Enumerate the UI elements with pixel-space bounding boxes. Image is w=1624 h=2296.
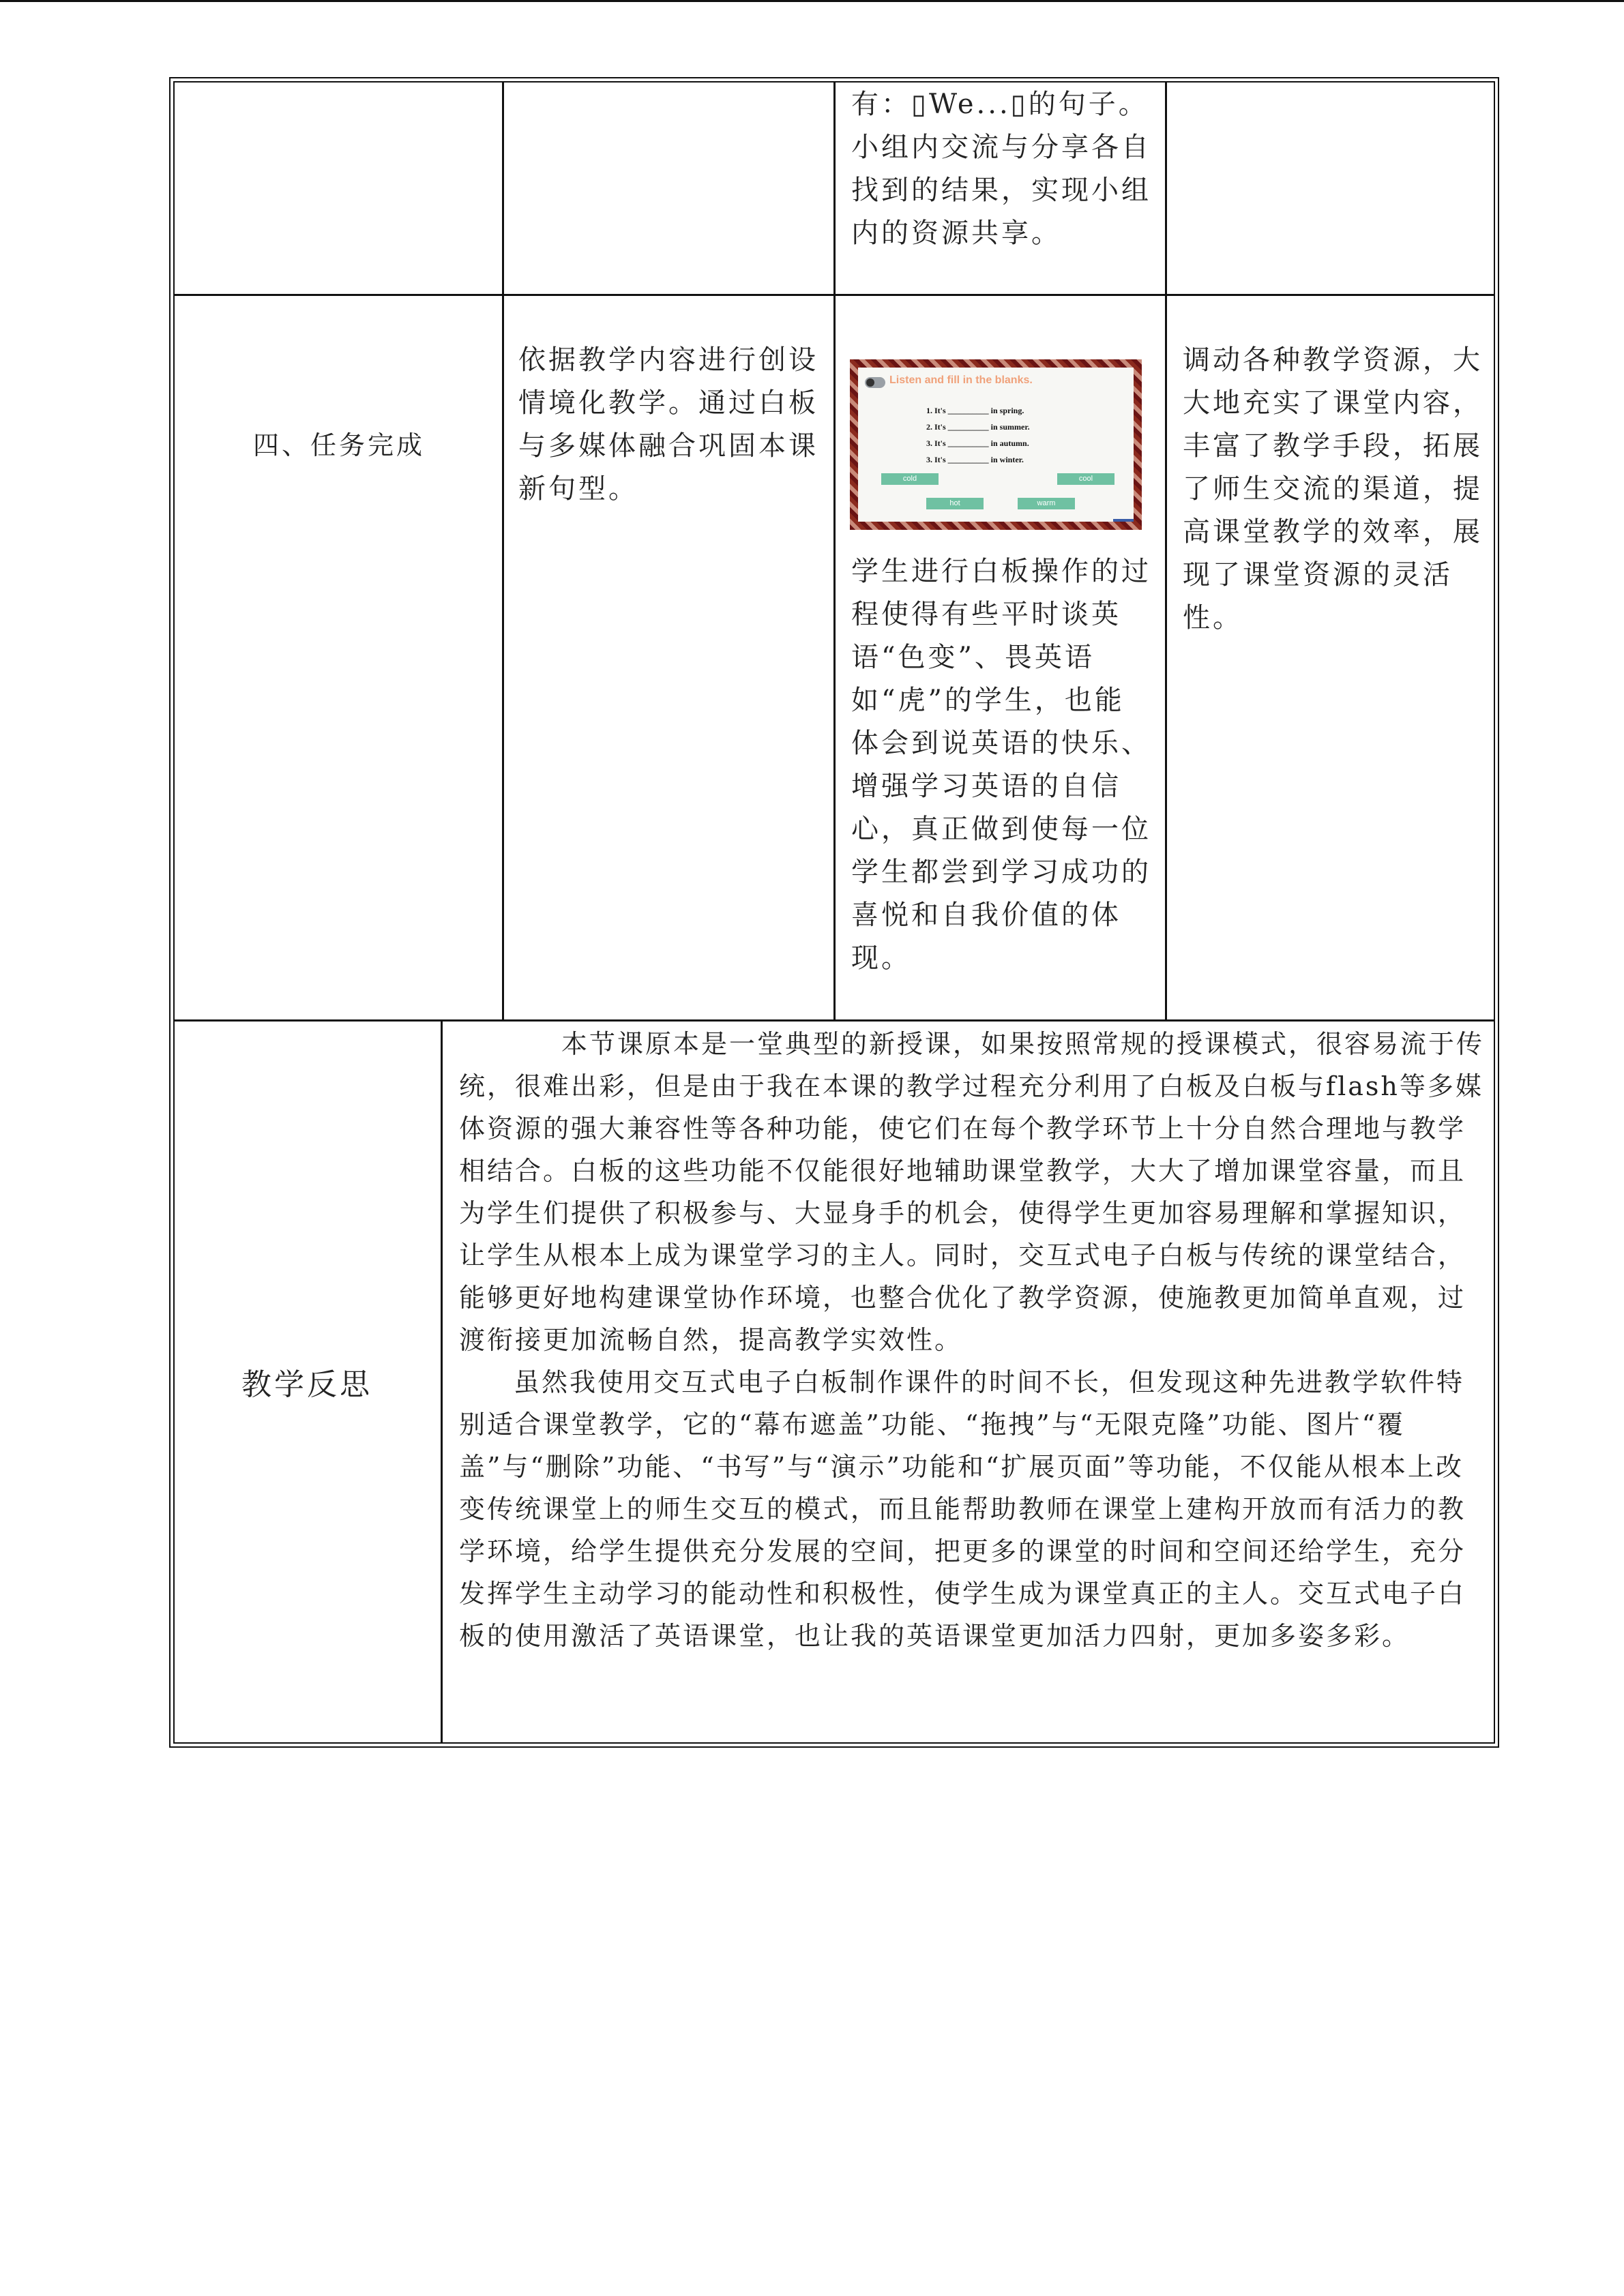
- whiteboard-line: 1. It's __________ in spring.: [926, 406, 1024, 415]
- whiteboard-line: 2. It's __________ in summer.: [926, 422, 1030, 432]
- column-divider: [441, 1019, 443, 1744]
- stage-label: 四、任务完成: [252, 430, 425, 460]
- column-divider: [502, 81, 504, 1019]
- column-divider: [1165, 81, 1167, 1019]
- word-button-cool: cool: [1057, 473, 1114, 485]
- whiteboard-line: 3. It's __________ in winter.: [926, 455, 1024, 464]
- design-intent-cell: 调动各种教学资源，大大地充实了课堂内容， 丰富了教学手段，拓展了师生交流的渠道，提高课堂教学的效率，展现了课堂资源的灵活性。: [1183, 344, 1499, 633]
- toggle-icon: [865, 377, 885, 388]
- teacher-activity-cell: 依据教学内容进行创设情境化教学。通过白板与多媒体融合巩固本课新句型。: [518, 344, 818, 505]
- word-button-warm: warm: [1018, 498, 1075, 509]
- column-divider: [833, 81, 836, 1019]
- whiteboard-title: Listen and fill in the blanks.: [889, 374, 1033, 386]
- whiteboard-line: 3. It's __________ in autumn.: [926, 438, 1029, 448]
- reflection-label: 教学反思: [241, 1367, 372, 1402]
- whiteboard-corner-bar: [1113, 519, 1134, 522]
- whiteboard-screenshot: [850, 359, 1142, 530]
- row-divider: [173, 1019, 1495, 1022]
- reflection-paragraph-1: 本节课原本是一堂典型的新授课，如果按照常规的授课模式，很容易流于传统，很难出彩，但是由于我在本课的教学过程充分利用了白板及白板与flash等多媒体资源的强大兼容性等各种功能，使它们在每个教学环节上十分自然合理地与教学相结合。白板的这些功能不仅能很好地辅助课堂教学，大大了增加课堂容量，而且为学生们提供了积极参与、大显身手的机会，使得学生更加容易理解和掌握知识，让学生从根本上成为课堂学习的主人。同时，交互式电子白板与传统的课堂结合，能够更好地构建课堂协作环境，也整合优化了教学资源，使施教更加简单直观，过渡衔接更加流畅自然，提高教学实效性。: [459, 1029, 1485, 1355]
- student-activity-cell: 学生进行白板操作的过程使得有些平时谈英语“色变”、畏英语如“虎”的学生，也能体会到说英语的快乐、增强学习英语的自信心，真正做到使每一位学生都尝到学习成功的喜悦和自我价值的体现。: [851, 556, 1151, 974]
- page-top-rule: [0, 0, 1624, 2]
- row1-activity-cell: 有：▯We...▯的句子。小组内交流与分享各自找到的结果，实现小组内的资源共享。: [851, 89, 1151, 249]
- reflection-paragraph-2: 虽然我使用交互式电子白板制作课件的时间不长，但发现这种先进教学软件特别适合课堂教学，它的“幕布遮盖”功能、“拖拽”与“无限克隆”功能、图片“覆盖”与“删除”功能、“书写”与“演示”功能和“扩展页面”等功能，不仅能从根本上改变传统课堂上的师生交互的模式，而且能帮助教师在课堂上建构开放而有活力的教学环境，给学生提供充分发展的空间，把更多的课堂的时间和空间还给学生，充分发挥学生主动学习的能动性和积极性，使学生成为课堂真正的主人。交互式电子白板的使用激活了英语课堂，也让我的英语课堂更加活力四射，更加多姿多彩。: [459, 1367, 1466, 1651]
- word-button-cold: cold: [881, 473, 939, 485]
- word-button-hot: hot: [926, 498, 984, 509]
